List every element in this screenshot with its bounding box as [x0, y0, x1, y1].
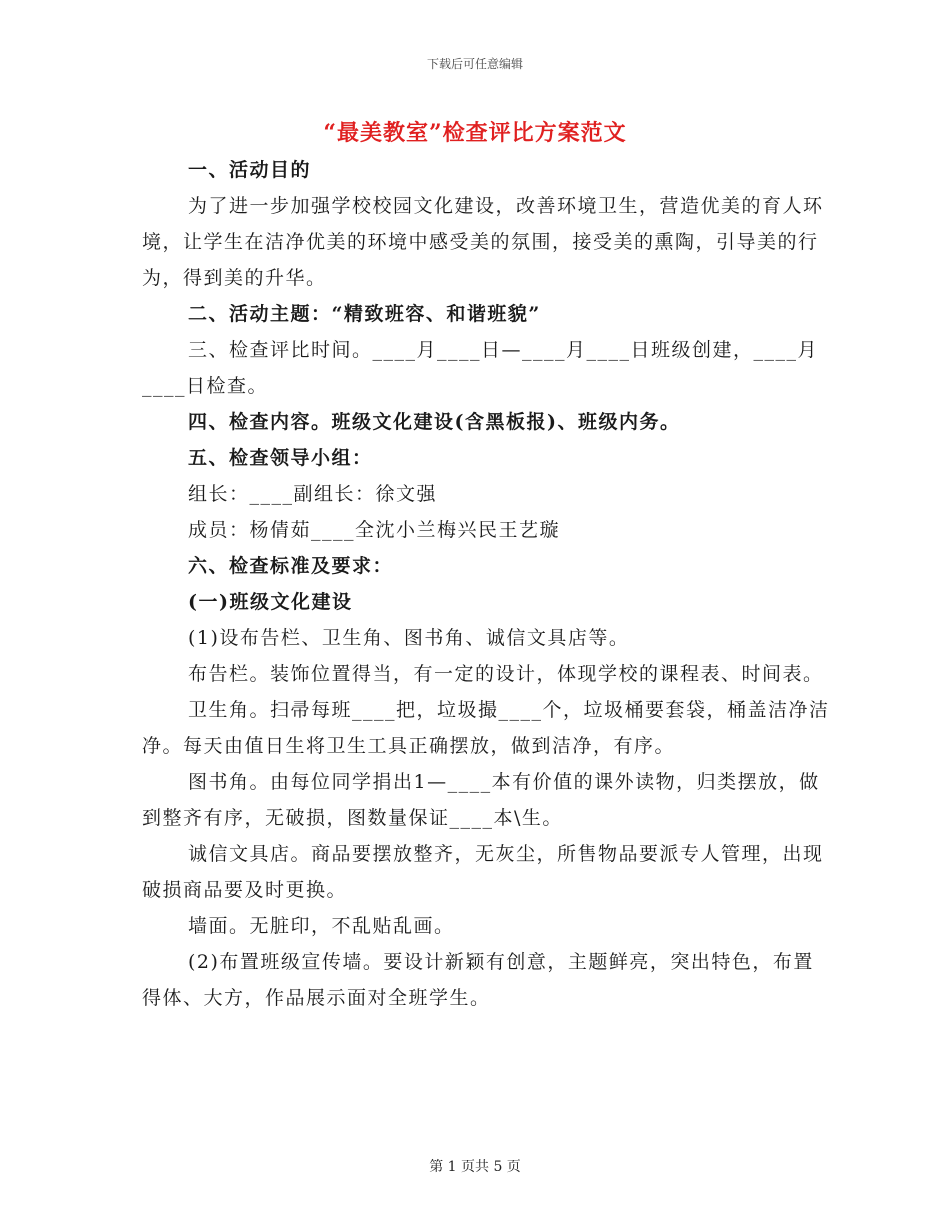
paragraph-group-leader: 组长：____副组长：徐文强 [188, 483, 438, 505]
document-body [142, 152, 832, 1016]
heading-inspection-content: 四、检查内容。班级文化建设(含黑板报)、班级内务。 [188, 411, 681, 433]
paragraph-item-2: (2)布置班级宣传墙。要设计新颖有创意，主题鲜亮，突出特色，布置得体、大方，作品展示面对全班学生。 [142, 951, 814, 1009]
heading-activity-purpose: 一、活动目的 [188, 159, 312, 181]
page-header: 下载后可任意编辑 [426, 57, 523, 71]
heading-leadership-group: 五、检查领导小组： [188, 447, 373, 469]
paragraph-wall: 墙面。无脏印，不乱贴乱画。 [188, 915, 455, 937]
paragraph-stationery-store: 诚信文具店。商品要摆放整齐，无灰尘，所售物品要派专人管理，出现破损商品要及时更换。 [142, 843, 824, 901]
paragraph-members: 成员：杨倩茹____全沈小兰梅兴民王艺璇 [188, 519, 561, 541]
paragraph-hygiene-corner: 卫生角。扫帚每班____把，垃圾撮____个，垃圾桶要套袋，桶盖洁净洁净。每天由值日生将卫生工具正确摆放，做到洁净，有序。 [142, 699, 830, 757]
paragraph-schedule: 三、检查评比时间。____月____日—____月____日班级创建，____月____日检查。 [142, 339, 819, 397]
document-title: “最美教室”检查评比方案范文 [323, 120, 627, 146]
paragraph-purpose: 为了进一步加强学校校园文化建设，改善环境卫生，营造优美的育人环境，让学生在洁净优美的环境中感受美的氛围，接受美的熏陶，引导美的行为，得到美的升华。 [142, 195, 824, 289]
paragraph-item-1: (1)设布告栏、卫生角、图书角、诚信文具店等。 [188, 627, 630, 649]
subheading-class-culture: (一)班级文化建设 [188, 591, 353, 613]
page-footer: 第 1 页共 5 页 [429, 1159, 521, 1175]
paragraph-bulletin-board: 布告栏。装饰位置得当，有一定的设计，体现学校的课程表、时间表。 [188, 663, 824, 685]
heading-standards: 六、检查标准及要求： [188, 555, 394, 577]
heading-activity-theme: 二、活动主题：“精致班容、和谐班貌” [188, 303, 541, 325]
paragraph-book-corner: 图书角。由每位同学捐出1—____本有价值的课外读物，归类摆放，做到整齐有序，无破损，图数量保证____本\生。 [142, 771, 820, 829]
